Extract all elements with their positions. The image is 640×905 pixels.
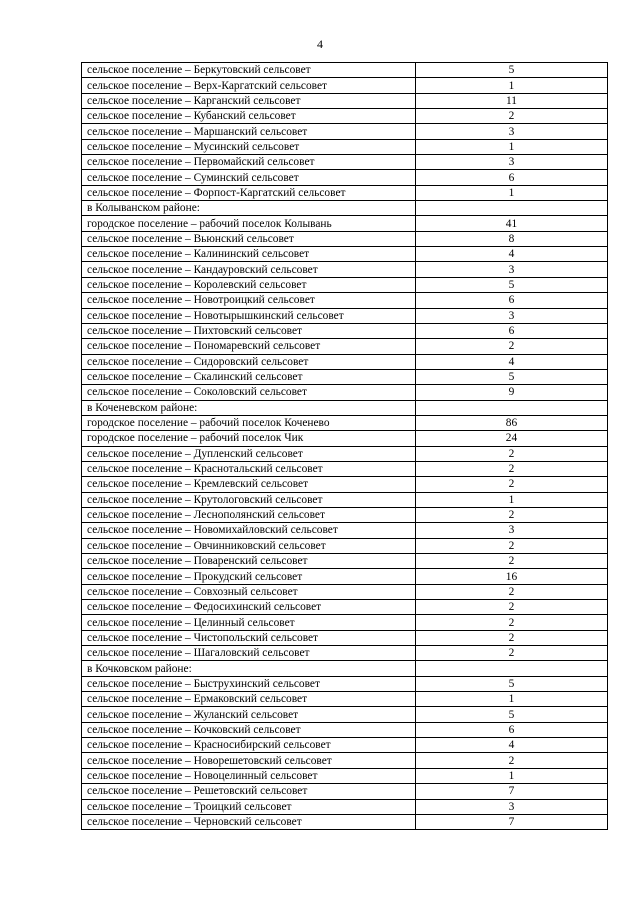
settlement-value-cell: 3 xyxy=(416,124,608,139)
settlement-name-cell: сельское поселение – Первомайский сельсовет xyxy=(82,155,416,170)
settlement-value-cell: 9 xyxy=(416,385,608,400)
table-row xyxy=(82,630,608,645)
district-heading-cell: в Кочковском районе: xyxy=(82,661,416,676)
settlement-value-cell: 1 xyxy=(416,692,608,707)
settlement-value-cell: 2 xyxy=(416,477,608,492)
settlement-name-cell: сельское поселение – Сидоровский сельсовет xyxy=(82,354,416,369)
settlement-value-cell: 7 xyxy=(416,814,608,829)
table-row xyxy=(82,339,608,354)
settlements-table xyxy=(81,62,608,830)
settlement-value-cell: 5 xyxy=(416,369,608,384)
table-row xyxy=(82,93,608,108)
district-heading-cell: в Коченевском районе: xyxy=(82,400,416,415)
settlement-value-cell: 2 xyxy=(416,461,608,476)
table-row xyxy=(82,78,608,93)
settlement-value-cell: 2 xyxy=(416,109,608,124)
table-row xyxy=(82,323,608,338)
settlement-value-cell: 6 xyxy=(416,293,608,308)
settlement-name-cell: сельское поселение – Мусинский сельсовет xyxy=(82,139,416,154)
settlement-value-cell: 7 xyxy=(416,784,608,799)
settlement-name-cell: сельское поселение – Дупленский сельсовет xyxy=(82,446,416,461)
settlement-value-cell: 1 xyxy=(416,768,608,783)
table-row xyxy=(82,722,608,737)
settlement-name-cell: сельское поселение – Черновский сельсовет xyxy=(82,814,416,829)
settlement-value-cell: 4 xyxy=(416,354,608,369)
table-row xyxy=(82,646,608,661)
settlement-name-cell: сельское поселение – Прокудский сельсовет xyxy=(82,569,416,584)
settlement-value-cell: 16 xyxy=(416,569,608,584)
settlement-name-cell: сельское поселение – Форпост-Каргатский сельсовет xyxy=(82,185,416,200)
table-row xyxy=(82,784,608,799)
settlement-name-cell: сельское поселение – Верх-Каргатский сельсовет xyxy=(82,78,416,93)
settlement-name-cell: сельское поселение – Кочковский сельсовет xyxy=(82,722,416,737)
table-row xyxy=(82,109,608,124)
settlement-name-cell: сельское поселение – Быструхинский сельсовет xyxy=(82,676,416,691)
table-row xyxy=(82,201,608,216)
table-row xyxy=(82,461,608,476)
settlement-name-cell: сельское поселение – Новомихайловский сельсовет xyxy=(82,523,416,538)
settlement-name-cell: сельское поселение – Суминский сельсовет xyxy=(82,170,416,185)
settlement-value-cell: 2 xyxy=(416,600,608,615)
settlement-value-cell: 2 xyxy=(416,646,608,661)
settlement-name-cell: сельское поселение – Поваренский сельсовет xyxy=(82,554,416,569)
table-row xyxy=(82,155,608,170)
table-row xyxy=(82,523,608,538)
table-row xyxy=(82,385,608,400)
settlement-value-cell: 24 xyxy=(416,431,608,446)
settlement-name-cell: сельское поселение – Скалинский сельсовет xyxy=(82,369,416,384)
settlement-value-cell: 1 xyxy=(416,492,608,507)
settlement-name-cell: сельское поселение – Пихтовский сельсовет xyxy=(82,323,416,338)
settlement-value-cell xyxy=(416,201,608,216)
table-row xyxy=(82,600,608,615)
table-row xyxy=(82,768,608,783)
table-row xyxy=(82,799,608,814)
settlement-name-cell: сельское поселение – Троицкий сельсовет xyxy=(82,799,416,814)
table-row xyxy=(82,753,608,768)
table-row xyxy=(82,538,608,553)
table-row xyxy=(82,216,608,231)
settlement-value-cell: 2 xyxy=(416,630,608,645)
settlement-value-cell: 3 xyxy=(416,799,608,814)
settlement-name-cell: сельское поселение – Кандауровский сельсовет xyxy=(82,262,416,277)
settlement-value-cell: 3 xyxy=(416,262,608,277)
settlement-name-cell: сельское поселение – Маршанский сельсовет xyxy=(82,124,416,139)
table-body xyxy=(82,63,608,830)
table-row xyxy=(82,446,608,461)
settlement-value-cell: 4 xyxy=(416,247,608,262)
settlement-name-cell: сельское поселение – Беркутовский сельсовет xyxy=(82,63,416,78)
settlement-value-cell: 2 xyxy=(416,584,608,599)
settlement-value-cell: 41 xyxy=(416,216,608,231)
table-row xyxy=(82,507,608,522)
settlement-value-cell xyxy=(416,661,608,676)
table-row xyxy=(82,139,608,154)
settlement-name-cell: сельское поселение – Кубанский сельсовет xyxy=(82,109,416,124)
settlement-value-cell: 2 xyxy=(416,615,608,630)
settlement-name-cell: сельское поселение – Новорешетовский сельсовет xyxy=(82,753,416,768)
settlement-value-cell: 5 xyxy=(416,676,608,691)
settlement-value-cell: 2 xyxy=(416,507,608,522)
settlement-value-cell: 5 xyxy=(416,707,608,722)
table-row xyxy=(82,676,608,691)
table-row xyxy=(82,692,608,707)
settlement-name-cell: сельское поселение – Новотырышкинский сельсовет xyxy=(82,308,416,323)
table-row xyxy=(82,814,608,829)
table-row xyxy=(82,277,608,292)
settlement-name-cell: сельское поселение – Совхозный сельсовет xyxy=(82,584,416,599)
settlement-value-cell: 2 xyxy=(416,554,608,569)
settlement-value-cell: 86 xyxy=(416,415,608,430)
page-number: 4 xyxy=(317,37,323,51)
table-row xyxy=(82,400,608,415)
settlement-name-cell: городское поселение – рабочий поселок Колывань xyxy=(82,216,416,231)
settlement-name-cell: сельское поселение – Овчинниковский сельсовет xyxy=(82,538,416,553)
table-row xyxy=(82,124,608,139)
table-row xyxy=(82,369,608,384)
settlement-name-cell: городское поселение – рабочий поселок Чик xyxy=(82,431,416,446)
table-row xyxy=(82,308,608,323)
table-row xyxy=(82,615,608,630)
settlement-value-cell: 1 xyxy=(416,78,608,93)
settlement-value-cell: 6 xyxy=(416,722,608,737)
settlement-name-cell: сельское поселение – Карганский сельсовет xyxy=(82,93,416,108)
settlement-name-cell: сельское поселение – Жуланский сельсовет xyxy=(82,707,416,722)
table-row xyxy=(82,707,608,722)
settlement-value-cell: 3 xyxy=(416,523,608,538)
settlement-value-cell: 3 xyxy=(416,155,608,170)
table-row xyxy=(82,354,608,369)
settlement-value-cell: 6 xyxy=(416,323,608,338)
table-row xyxy=(82,262,608,277)
settlement-value-cell xyxy=(416,400,608,415)
settlement-name-cell: сельское поселение – Чистопольский сельсовет xyxy=(82,630,416,645)
settlement-value-cell: 11 xyxy=(416,93,608,108)
settlement-value-cell: 2 xyxy=(416,446,608,461)
table-row xyxy=(82,293,608,308)
table-row xyxy=(82,63,608,78)
settlement-value-cell: 1 xyxy=(416,185,608,200)
settlement-name-cell: сельское поселение – Красносибирский сельсовет xyxy=(82,738,416,753)
settlement-name-cell: сельское поселение – Целинный сельсовет xyxy=(82,615,416,630)
settlement-value-cell: 5 xyxy=(416,63,608,78)
settlement-name-cell: сельское поселение – Пономаревский сельсовет xyxy=(82,339,416,354)
table-row xyxy=(82,569,608,584)
table-row xyxy=(82,584,608,599)
table-row xyxy=(82,431,608,446)
table-row xyxy=(82,231,608,246)
settlement-name-cell: сельское поселение – Шагаловский сельсовет xyxy=(82,646,416,661)
settlement-name-cell: сельское поселение – Решетовский сельсовет xyxy=(82,784,416,799)
settlement-value-cell: 8 xyxy=(416,231,608,246)
settlement-name-cell: сельское поселение – Кремлевский сельсовет xyxy=(82,477,416,492)
table-row xyxy=(82,185,608,200)
settlement-name-cell: сельское поселение – Калининский сельсовет xyxy=(82,247,416,262)
table-row xyxy=(82,247,608,262)
settlement-name-cell: сельское поселение – Соколовский сельсовет xyxy=(82,385,416,400)
settlement-name-cell: городское поселение – рабочий поселок Коченево xyxy=(82,415,416,430)
settlement-value-cell: 1 xyxy=(416,139,608,154)
settlement-value-cell: 2 xyxy=(416,753,608,768)
settlement-value-cell: 2 xyxy=(416,339,608,354)
settlement-value-cell: 6 xyxy=(416,170,608,185)
table-row xyxy=(82,554,608,569)
settlement-name-cell: сельское поселение – Ермаковский сельсовет xyxy=(82,692,416,707)
settlement-name-cell: сельское поселение – Федосихинский сельсовет xyxy=(82,600,416,615)
table-row xyxy=(82,415,608,430)
settlement-name-cell: сельское поселение – Вьюнский сельсовет xyxy=(82,231,416,246)
settlement-name-cell: сельское поселение – Новотроицкий сельсовет xyxy=(82,293,416,308)
settlement-value-cell: 2 xyxy=(416,538,608,553)
settlement-name-cell: сельское поселение – Краснотальский сельсовет xyxy=(82,461,416,476)
settlement-value-cell: 3 xyxy=(416,308,608,323)
settlement-name-cell: сельское поселение – Крутологовский сельсовет xyxy=(82,492,416,507)
table-row xyxy=(82,661,608,676)
table-row xyxy=(82,738,608,753)
settlement-name-cell: сельское поселение – Леснополянский сельсовет xyxy=(82,507,416,522)
settlement-name-cell: сельское поселение – Новоцелинный сельсовет xyxy=(82,768,416,783)
table-row xyxy=(82,492,608,507)
settlement-name-cell: сельское поселение – Королевский сельсовет xyxy=(82,277,416,292)
settlement-value-cell: 5 xyxy=(416,277,608,292)
district-heading-cell: в Колыванском районе: xyxy=(82,201,416,216)
settlement-value-cell: 4 xyxy=(416,738,608,753)
table-row xyxy=(82,477,608,492)
table-row xyxy=(82,170,608,185)
